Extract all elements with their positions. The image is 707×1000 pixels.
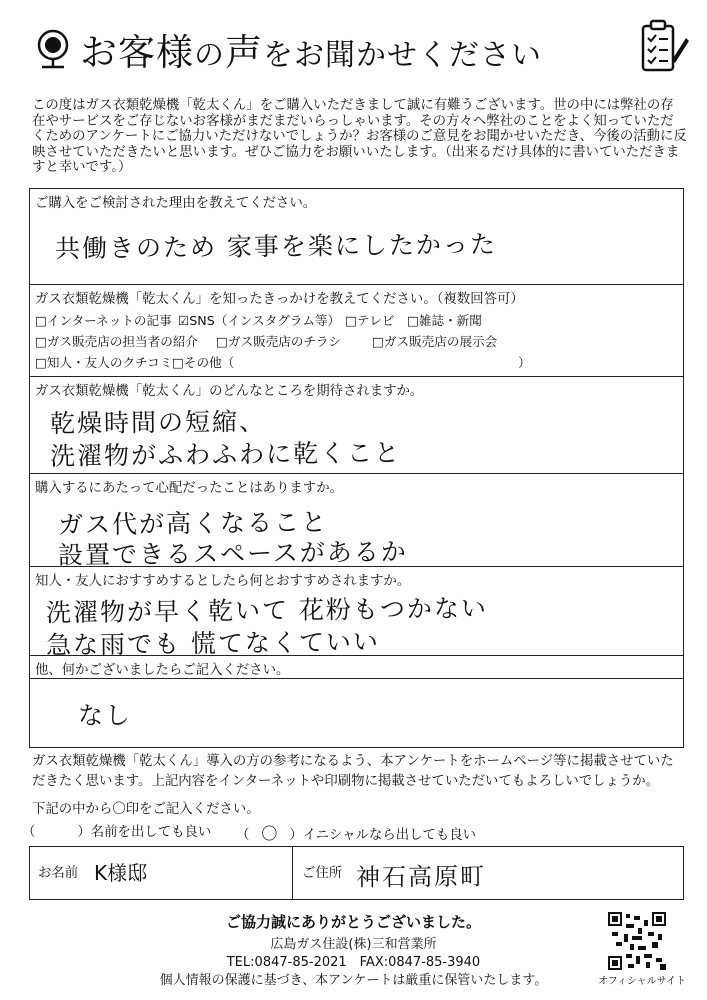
privacy-text: 個人情報の保護に基づき、本アンケートは厳重に保管いたします。 <box>159 973 548 988</box>
checkbox-dealer-referral[interactable]: □ガス販売店の担当者の紹介 <box>35 334 199 349</box>
q3-label: ガス衣類乾燥機「乾太くん」のどんなところを期待されますか。 <box>35 384 424 399</box>
q1-label: ご購入をご検討された理由を教えてください。 <box>35 196 317 211</box>
customer-info-box <box>29 846 684 900</box>
checkbox-sns[interactable]: ☑SNS（インスタグラム等） <box>178 313 341 328</box>
name-value: K様邸 <box>94 861 148 885</box>
intro-text: この度はガス衣類乾燥機「乾太くん」をご購入いただきまして誠に有難うございます。世の中には弊社の存在やサービスをご存じないお客様がまだまだいらっしゃいます。その方々へ弊社のことをよく知っていただくためのアンケートにご協力いただけないでしょうか？お客様のご意見をお聞かせいただき、今後の活動に反映させていただきたいと思います。ぜひご協力をお願いいたします。（出来るだけ具体的に書いていただきますと幸いです。） <box>32 98 687 175</box>
checkbox-internet[interactable]: □インターネットの記事 <box>35 313 172 328</box>
q4-label: 購入するにあたって心配だったことはありますか。 <box>35 481 343 496</box>
pen-nib-circle-icon <box>33 25 73 71</box>
q6-label: 他、何かございましたらご記入ください。 <box>35 663 290 678</box>
q5-answer-line2: 急な雨でも 慌てなくていい <box>45 627 381 660</box>
q3-row <box>30 376 683 471</box>
q4-answer-line2: 設置できるスペースがあるか <box>57 537 408 570</box>
checkbox-tv[interactable]: □テレビ <box>345 313 395 328</box>
other-close-paren: ） <box>518 355 531 370</box>
instruction-text: 下記の中から〇印をご記入ください。 <box>32 802 260 817</box>
q6-row <box>30 655 683 731</box>
thanks-text: ご協力誠にありがとうございました。 <box>225 913 481 931</box>
address-label: ご住所 <box>302 866 343 881</box>
clipboard-checklist-icon <box>638 18 690 74</box>
checkbox-other[interactable]: □その他（ <box>172 355 235 370</box>
q4-row <box>30 473 683 570</box>
q1-answer: 共働きのため 家事を楽にしたかった <box>54 229 498 264</box>
q6-answer: なし <box>77 700 133 731</box>
checkbox-dealer-flyer[interactable]: □ガス販売店のチラシ <box>216 334 342 349</box>
circle-mark: 〇 <box>261 824 278 843</box>
publication-note: ガス衣類乾燥機「乾太くん」導入の方の参考になるよう、本アンケートをホームページ等に掲載させていただきたく思います。上記内容をインターネットや印刷物に掲載させていただいてもよろしいでしょうか。 <box>32 754 674 789</box>
qr-caption: オフィシャルサイト <box>598 976 686 987</box>
q6-divider <box>30 678 683 679</box>
pref-initials-ok[interactable]: （ 〇 ）イニシャルなら出しても良い <box>236 821 476 844</box>
company-name: 広島ガス住設(株)三和営業所 <box>270 937 437 952</box>
page-title: お客様の声をお聞かせください <box>80 31 542 74</box>
address-value: 神石高原町 <box>355 862 487 892</box>
q2-row <box>30 284 683 370</box>
survey-form <box>29 188 684 748</box>
q5-row <box>30 566 683 660</box>
checkbox-word-of-mouth[interactable]: □知人・友人のクチコミ <box>35 355 173 370</box>
contact-info: TEL:0847-85-2021 FAX:0847-85-3940 <box>226 955 481 970</box>
q5-answer-line1: 洗濯物が早く乾いて 花粉もつかない <box>45 593 489 628</box>
q5-label: 知人・友人におすすめするとしたら何とおすすめされますか。 <box>35 574 411 589</box>
checkbox-dealer-exhibition[interactable]: □ガス販売店の展示会 <box>372 334 498 349</box>
q4-answer-line1: ガス代が高くなること <box>57 507 329 540</box>
name-label: お名前 <box>38 866 79 881</box>
checkbox-magazine[interactable]: □雑誌・新聞 <box>407 313 482 328</box>
q3-answer-line1: 乾燥時間の短縮、 <box>49 406 267 439</box>
pref-name-ok[interactable]: （ ）名前を出しても良い <box>22 825 212 840</box>
name-address-divider <box>292 847 293 899</box>
q3-answer-line2: 洗濯物がふわふわに乾くこと <box>49 438 402 471</box>
qr-code-icon[interactable] <box>608 912 666 970</box>
q2-label: ガス衣類乾燥機「乾太くん」を知ったきっかけを教えてください。（複数回答可） <box>35 292 524 307</box>
